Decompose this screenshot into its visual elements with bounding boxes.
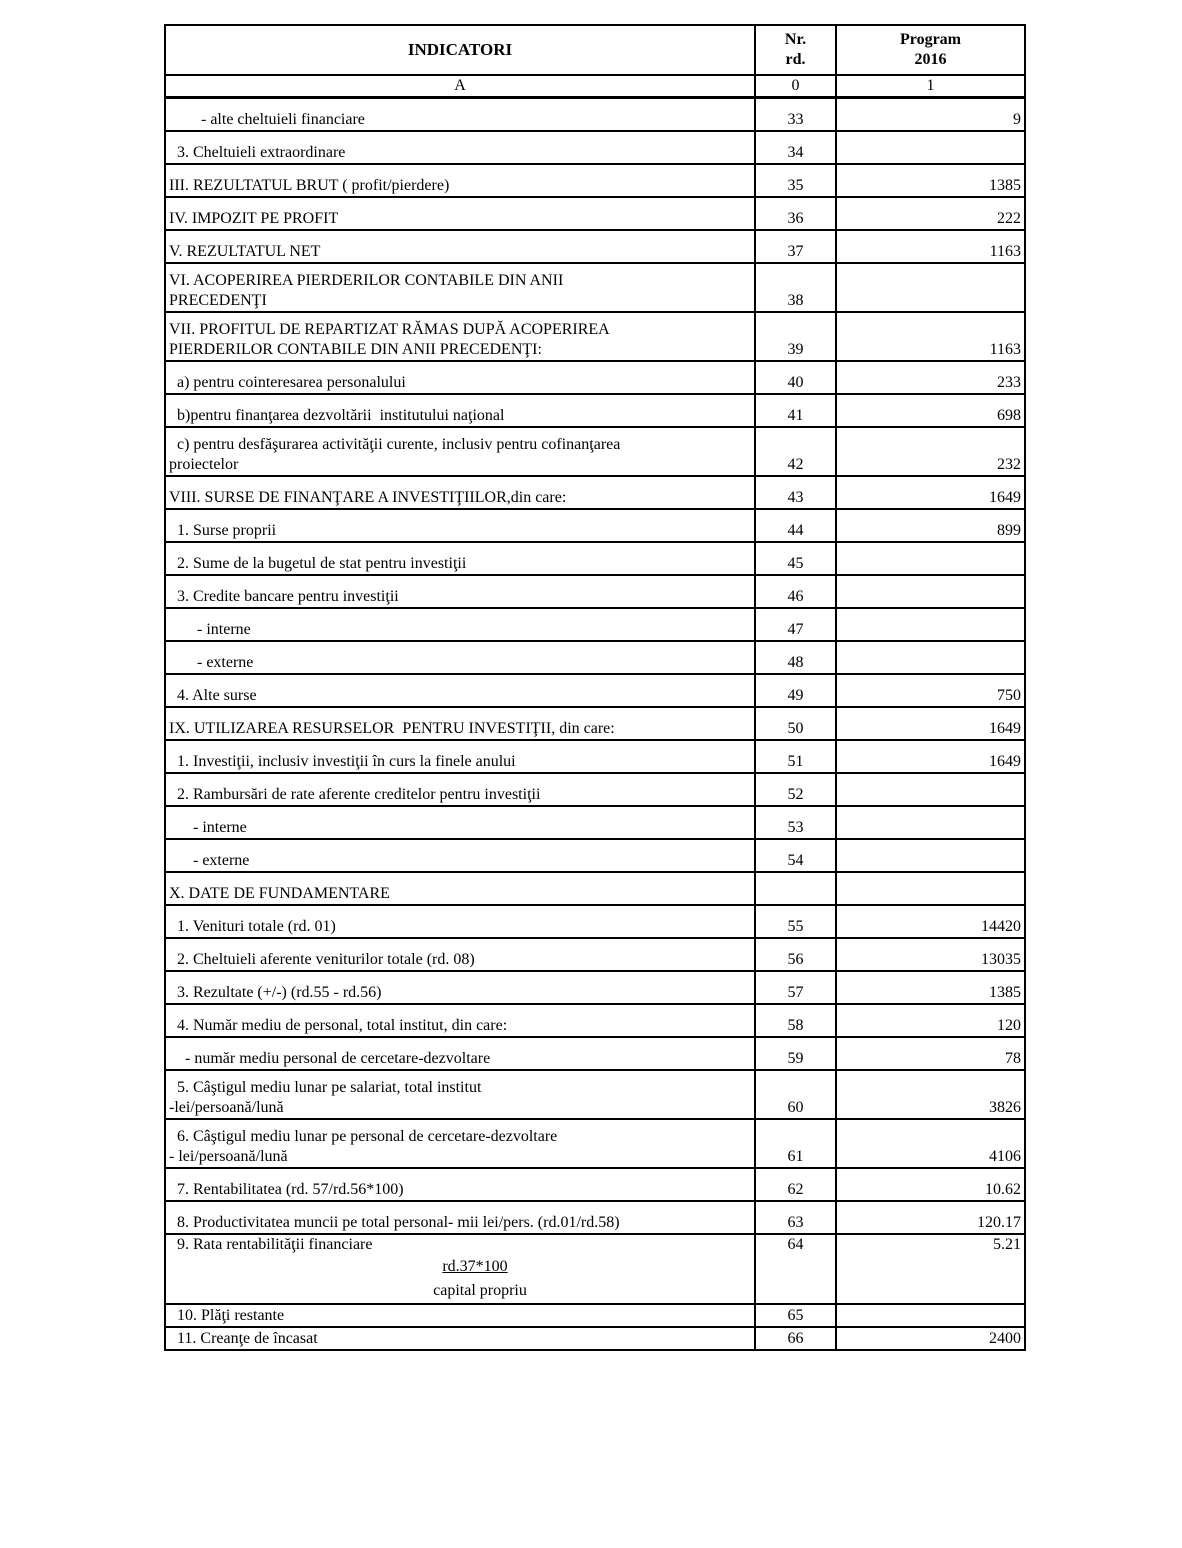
table-row [165, 131, 1025, 164]
indicator-cell [165, 872, 755, 905]
indicator-cell [165, 542, 755, 575]
indicator-label: 2. Rambursări de rate aferente creditelor pentru investiţii [169, 786, 541, 803]
indicator-cell [165, 1304, 755, 1327]
indicators-table [164, 24, 1026, 1351]
table-row [165, 312, 1025, 361]
indicator-cell [165, 476, 755, 509]
table-row [165, 839, 1025, 872]
indicator-label: a) pentru cointeresarea personalului [169, 374, 406, 391]
table-row [165, 938, 1025, 971]
row-number-cell: 56 [755, 938, 836, 971]
indicator-label: IV. IMPOZIT PE PROFIT [169, 210, 339, 227]
indicator-cell [165, 905, 755, 938]
program-value-cell: 1163 [836, 230, 1025, 263]
indicator-label: VI. ACOPERIREA PIERDERILOR CONTABILE DIN ANII PRECEDENŢI [169, 272, 564, 309]
indicator-label: 1. Surse proprii [169, 522, 277, 539]
table-row [165, 608, 1025, 641]
indicator-cell [165, 641, 755, 674]
table-row [165, 427, 1025, 476]
table-row [165, 197, 1025, 230]
row-number-cell: 51 [755, 740, 836, 773]
fraction-denominator: capital propriu [433, 1282, 527, 1299]
indicator-label: 3. Rezultate (+/-) (rd.55 - rd.56) [169, 984, 382, 1001]
program-value-cell [836, 608, 1025, 641]
indicator-cell [165, 394, 755, 427]
table-row [165, 1037, 1025, 1070]
program-value-cell [836, 1304, 1025, 1327]
row-number-cell: 50 [755, 707, 836, 740]
program-value-cell [836, 806, 1025, 839]
table-row [165, 674, 1025, 707]
fraction-formula [169, 1255, 751, 1303]
program-value-cell: 1649 [836, 476, 1025, 509]
fraction-numerator: rd.37*100 [442, 1258, 508, 1275]
program-value-cell [836, 542, 1025, 575]
program-value-cell [836, 131, 1025, 164]
indicator-label: 11. Creanţe de încasat [169, 1330, 318, 1347]
program-value-cell: 1385 [836, 971, 1025, 1004]
row-number-cell: 47 [755, 608, 836, 641]
table-row [165, 773, 1025, 806]
table-row [165, 1004, 1025, 1037]
header-nr-line2: rd. [785, 51, 806, 68]
indicator-label: - interne [169, 819, 247, 836]
program-value-cell: 120 [836, 1004, 1025, 1037]
row-number-cell [755, 872, 836, 905]
indicator-label: IX. UTILIZAREA RESURSELOR PENTRU INVESTIŢII, din care: [169, 720, 615, 737]
program-value-cell: 9 [836, 98, 1025, 132]
table-row [165, 1201, 1025, 1234]
row-number-cell: 55 [755, 905, 836, 938]
table-row [165, 740, 1025, 773]
indicator-label: 8. Productivitatea muncii pe total personal- mii lei/pers. (rd.01/rd.58) [169, 1214, 620, 1231]
program-value-cell: 750 [836, 674, 1025, 707]
indicator-label: - număr mediu personal de cercetare-dezvoltare [169, 1050, 491, 1067]
table-row [165, 971, 1025, 1004]
program-value-cell: 5.21 [836, 1234, 1025, 1304]
indicator-cell [165, 1168, 755, 1201]
row-number-cell: 42 [755, 427, 836, 476]
indicator-cell [165, 575, 755, 608]
program-value-cell: 899 [836, 509, 1025, 542]
row-number-cell: 64 [755, 1234, 836, 1304]
indicator-label: 7. Rentabilitatea (rd. 57/rd.56*100) [169, 1181, 404, 1198]
program-value-cell: 10.62 [836, 1168, 1025, 1201]
program-value-cell: 1649 [836, 740, 1025, 773]
indicator-label: X. DATE DE FUNDAMENTARE [169, 885, 390, 902]
row-number-cell: 54 [755, 839, 836, 872]
row-number-cell: 39 [755, 312, 836, 361]
program-value-cell [836, 575, 1025, 608]
row-number-cell: 53 [755, 806, 836, 839]
indicator-label: III. REZULTATUL BRUT ( profit/pierdere) [169, 177, 450, 194]
indicator-label: 2. Cheltuieli aferente veniturilor totale (rd. 08) [169, 951, 475, 968]
row-number-cell: 61 [755, 1119, 836, 1168]
program-value-cell: 4106 [836, 1119, 1025, 1168]
row-number-cell: 40 [755, 361, 836, 394]
row-number-cell: 65 [755, 1304, 836, 1327]
program-value-cell [836, 773, 1025, 806]
indicator-cell [165, 806, 755, 839]
table-row [165, 872, 1025, 905]
row-number-cell: 46 [755, 575, 836, 608]
program-value-cell [836, 839, 1025, 872]
indicator-label: 1. Investiţii, inclusiv investiţii în curs la finele anului [169, 753, 516, 770]
indicator-label: 4. Număr mediu de personal, total institut, din care: [169, 1017, 508, 1034]
table-row [165, 707, 1025, 740]
program-value-cell: 13035 [836, 938, 1025, 971]
table-header-row [165, 25, 1025, 75]
indicator-label: c) pentru desfăşurarea activităţii curente, inclusiv pentru cofinanţarea proiectelor [169, 436, 621, 473]
indicator-cell [165, 1004, 755, 1037]
row-number-cell: 44 [755, 509, 836, 542]
indicator-label: VII. PROFITUL DE REPARTIZAT RĂMAS DUPĂ ACOPERIREA PIERDERILOR CONTABILE DIN ANII PRECEDENŢI: [169, 321, 610, 358]
indicator-cell [165, 608, 755, 641]
program-value-cell: 698 [836, 394, 1025, 427]
indicator-label: VIII. SURSE DE FINANŢARE A INVESTIŢIILOR,din care: [169, 489, 567, 506]
row-number-cell: 35 [755, 164, 836, 197]
indicator-label: 5. Câştigul mediu lunar pe salariat, total institut -lei/persoană/lună [169, 1079, 482, 1116]
row-number-cell: 45 [755, 542, 836, 575]
indicator-label: - alte cheltuieli financiare [169, 111, 365, 128]
program-value-cell: 1163 [836, 312, 1025, 361]
indicator-cell [165, 230, 755, 263]
indicator-cell [165, 263, 755, 312]
indicator-cell [165, 1327, 755, 1350]
indicator-label: 10. Plăţi restante [169, 1307, 285, 1324]
row-number-cell: 63 [755, 1201, 836, 1234]
header-program-line2: 2016 [914, 51, 947, 68]
indicator-cell [165, 98, 755, 132]
table-row [165, 1327, 1025, 1350]
table-row [165, 641, 1025, 674]
program-value-cell: 1385 [836, 164, 1025, 197]
row-number-cell: 60 [755, 1070, 836, 1119]
table-row [165, 230, 1025, 263]
indicator-cell [165, 1201, 755, 1234]
program-value-cell: 2400 [836, 1327, 1025, 1350]
row-number-cell: 48 [755, 641, 836, 674]
program-value-cell: 3826 [836, 1070, 1025, 1119]
table-row [165, 476, 1025, 509]
table-row [165, 575, 1025, 608]
indicator-cell [165, 197, 755, 230]
indicator-cell [165, 1119, 755, 1168]
table-row [165, 263, 1025, 312]
indicator-cell [165, 707, 755, 740]
indicator-cell [165, 1037, 755, 1070]
row-number-cell: 34 [755, 131, 836, 164]
indicator-cell [165, 509, 755, 542]
program-value-cell [836, 872, 1025, 905]
header-program [836, 25, 1025, 75]
table-row [165, 1168, 1025, 1201]
row-number-cell: 59 [755, 1037, 836, 1070]
column-index-row [165, 75, 1025, 98]
table-row [165, 542, 1025, 575]
indicator-cell [165, 312, 755, 361]
indicator-label: 9. Rata rentabilităţii financiare [169, 1236, 373, 1253]
indicator-label: V. REZULTATUL NET [169, 243, 321, 260]
column-index-a: A [165, 75, 755, 98]
table-row [165, 394, 1025, 427]
table-row [165, 509, 1025, 542]
row-number-cell: 57 [755, 971, 836, 1004]
program-value-cell [836, 641, 1025, 674]
indicator-label: 4. Alte surse [169, 687, 257, 704]
table-row [165, 1304, 1025, 1327]
indicator-label: 1. Venituri totale (rd. 01) [169, 918, 336, 935]
row-number-cell: 62 [755, 1168, 836, 1201]
indicator-cell [165, 674, 755, 707]
row-number-cell: 37 [755, 230, 836, 263]
row-number-cell: 36 [755, 197, 836, 230]
table-row [165, 98, 1025, 132]
row-number-cell: 41 [755, 394, 836, 427]
indicator-cell [165, 1070, 755, 1119]
indicator-cell [165, 938, 755, 971]
indicator-label: - externe [169, 654, 254, 671]
program-value-cell: 78 [836, 1037, 1025, 1070]
indicator-cell [165, 740, 755, 773]
indicator-cell [165, 773, 755, 806]
indicator-cell [165, 361, 755, 394]
indicator-cell [165, 131, 755, 164]
table-row [165, 164, 1025, 197]
indicator-label: 3. Cheltuieli extraordinare [169, 144, 346, 161]
program-value-cell: 14420 [836, 905, 1025, 938]
row-number-cell: 58 [755, 1004, 836, 1037]
program-value-cell [836, 263, 1025, 312]
indicator-cell [165, 839, 755, 872]
indicator-label: 6. Câştigul mediu lunar pe personal de cercetare-dezvoltare - lei/persoană/lună [169, 1128, 558, 1165]
header-nr-rd [755, 25, 836, 75]
program-value-cell: 232 [836, 427, 1025, 476]
row-number-cell: 52 [755, 773, 836, 806]
row-number-cell: 66 [755, 1327, 836, 1350]
indicator-cell [165, 971, 755, 1004]
table-row [165, 361, 1025, 394]
indicator-label: b)pentru finanţarea dezvoltării institutului naţional [169, 407, 505, 424]
table-row [165, 1234, 1025, 1304]
table-row [165, 905, 1025, 938]
program-value-cell: 222 [836, 197, 1025, 230]
table-row [165, 1070, 1025, 1119]
row-number-cell: 43 [755, 476, 836, 509]
program-value-cell: 233 [836, 361, 1025, 394]
program-value-cell: 1649 [836, 707, 1025, 740]
row-number-cell: 49 [755, 674, 836, 707]
table-row [165, 1119, 1025, 1168]
column-index-1: 1 [836, 75, 1025, 98]
indicator-cell [165, 164, 755, 197]
indicator-label: 2. Sume de la bugetul de stat pentru investiţii [169, 555, 467, 572]
column-index-0: 0 [755, 75, 836, 98]
program-value-cell: 120.17 [836, 1201, 1025, 1234]
table-row [165, 806, 1025, 839]
header-nr-line1: Nr. [784, 31, 807, 48]
indicator-label: - interne [169, 621, 251, 638]
header-indicatori: INDICATORI [165, 25, 755, 75]
header-program-line1: Program [899, 31, 961, 48]
row-number-cell: 33 [755, 98, 836, 132]
row-number-cell: 38 [755, 263, 836, 312]
indicator-label: 3. Credite bancare pentru investiţii [169, 588, 399, 605]
indicator-cell [165, 1234, 755, 1304]
indicator-cell [165, 427, 755, 476]
indicator-label: - externe [169, 852, 250, 869]
